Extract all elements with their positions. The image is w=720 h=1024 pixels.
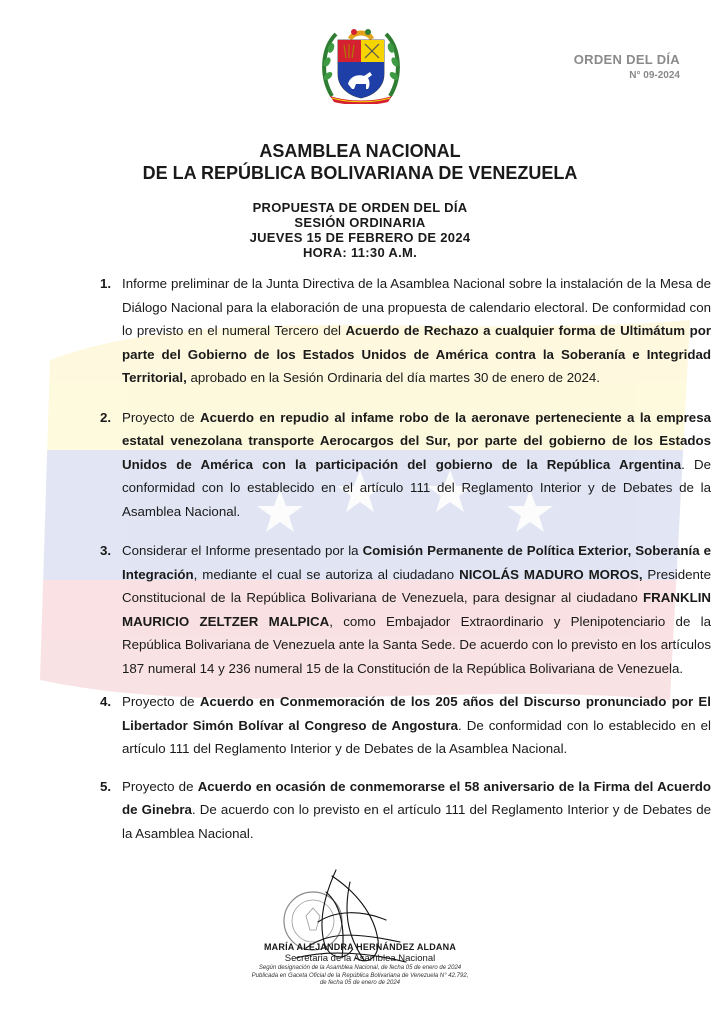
session-date: JUEVES 15 DE FEBRERO DE 2024 bbox=[249, 230, 471, 245]
order-label: ORDEN DEL DÍA bbox=[573, 52, 680, 67]
signature-block bbox=[0, 942, 720, 988]
signer-role: Secretaria de la Asamblea Nacional bbox=[284, 953, 436, 964]
agenda-text: . De conformidad con lo establecido en el artículo 111 del Reglamento Interior y de Debates de la Asamblea Nacional. bbox=[122, 456, 712, 519]
agenda-bold-text: NICOLÁS MADURO MOROS, bbox=[459, 566, 643, 582]
session-time: HORA: 11:30 A.M. bbox=[302, 245, 418, 260]
agenda-item bbox=[100, 272, 711, 390]
signer-note-line: Publicada en Gaceta Oficial de la República Bolivariana de Venezuela N° 42.792, bbox=[251, 972, 469, 979]
agenda-text: Informe preliminar de la Junta Directiva de la Asamblea Nacional sobre la instalación de la Mesa de Diálogo Nacional para la elaboración de una propuesta de calendario electoral. De conformidad con lo previsto en el numeral Tercero del bbox=[122, 276, 711, 338]
agenda-text: Proyecto de bbox=[122, 409, 201, 425]
order-number: N° 09-2024 bbox=[629, 70, 680, 81]
agenda-text: Presidente Constitucional de la República Bolivariana de Venezuela, para designar al ciudadano bbox=[122, 566, 712, 605]
agenda-text: Proyecto de bbox=[122, 694, 200, 709]
agenda-bold-text: Acuerdo de Rechazo a cualquier forma de Ultimátum por parte del Gobierno de los Estados Unidos de América contra la Soberanía e Integridad Territorial, bbox=[122, 323, 711, 385]
subtitle-line-1: PROPUESTA DE ORDEN DEL DÍA bbox=[252, 200, 468, 215]
agenda-text: . De conformidad con lo establecido en el artículo 111 del Reglamento Interior y de Debates de la Asamblea Nacional. bbox=[122, 717, 712, 756]
signer-note bbox=[0, 965, 720, 988]
signer-note-line: de fecha 05 de enero de 2024 bbox=[319, 980, 401, 986]
agenda-bold-text: Acuerdo en Conmemoración de los 205 años del Discurso pronunciado por El Libertador Simón Bolívar al Congreso de Angostura bbox=[122, 694, 711, 733]
agenda-text: Proyecto de bbox=[122, 778, 198, 794]
signer-note-line: Según designación de la Asamblea Nacional, de fecha 05 de enero de 2024 bbox=[258, 965, 462, 971]
agenda-item bbox=[100, 690, 711, 761]
agenda-text: , como Embajador Extraordinario y Plenipotenciario de la República Bolivariana de Venezuela ante la Santa Sede. De acuerdo con lo previsto en los artículos 187 numeral 14 y 236 numeral 15 de la Constitución de la República Bolivariana de Venezuela. bbox=[122, 613, 711, 676]
agenda-item bbox=[100, 406, 711, 524]
agenda-bold-text: Acuerdo en ocasión de conmemorarse el 58 aniversario de la Firma del Acuerdo de Ginebra bbox=[122, 778, 711, 817]
subtitle-line-2: SESIÓN ORDINARIA bbox=[294, 215, 426, 230]
agenda-item bbox=[100, 539, 711, 680]
title-line-1: ASAMBLEA NACIONAL bbox=[259, 141, 461, 161]
agenda-text: aprobado en la Sesión Ordinaria del día martes 30 de enero de 2024. bbox=[186, 370, 601, 385]
document-title bbox=[0, 140, 720, 184]
agenda-item-number: 2. bbox=[100, 409, 112, 425]
agenda-bold-text: Acuerdo en repudio al infame robo de la aeronave perteneciente a la empresa estatal venezolana transporte Aerocargos del Sur, por parte del gobierno de los Estados Unidos de América con la participación del gobierno de la República Argentina bbox=[122, 409, 711, 472]
agenda-bold-text: Comisión Permanente de Política Exterior, Soberanía e Integración bbox=[122, 543, 711, 582]
agenda-item-number: 5. bbox=[100, 778, 112, 794]
agenda-text: . De acuerdo con lo previsto en el artículo 111 del Reglamento Interior y de Debates de la Asamblea Nacional. bbox=[122, 802, 711, 841]
title-line-2: DE LA REPÚBLICA BOLIVARIANA DE VENEZUELA bbox=[142, 163, 578, 183]
agenda-item bbox=[100, 775, 711, 846]
coat-of-arms-icon bbox=[318, 26, 404, 104]
signer-name: MARÍA ALEJANDRA HERNÁNDEZ ALDANA bbox=[263, 942, 457, 952]
agenda-item-number: 3. bbox=[100, 543, 112, 558]
agenda-item-number: 4. bbox=[100, 694, 112, 709]
session-info bbox=[0, 200, 720, 260]
agenda-text: Considerar el Informe presentado por la bbox=[122, 543, 363, 558]
order-reference bbox=[574, 52, 680, 81]
agenda-bold-text: FRANKLIN MAURICIO ZELTZER MALPICA bbox=[122, 590, 711, 629]
agenda-list bbox=[100, 272, 711, 845]
agenda-item-number: 1. bbox=[100, 276, 112, 291]
agenda-text: , mediante el cual se autoriza al ciudadano bbox=[193, 566, 460, 582]
